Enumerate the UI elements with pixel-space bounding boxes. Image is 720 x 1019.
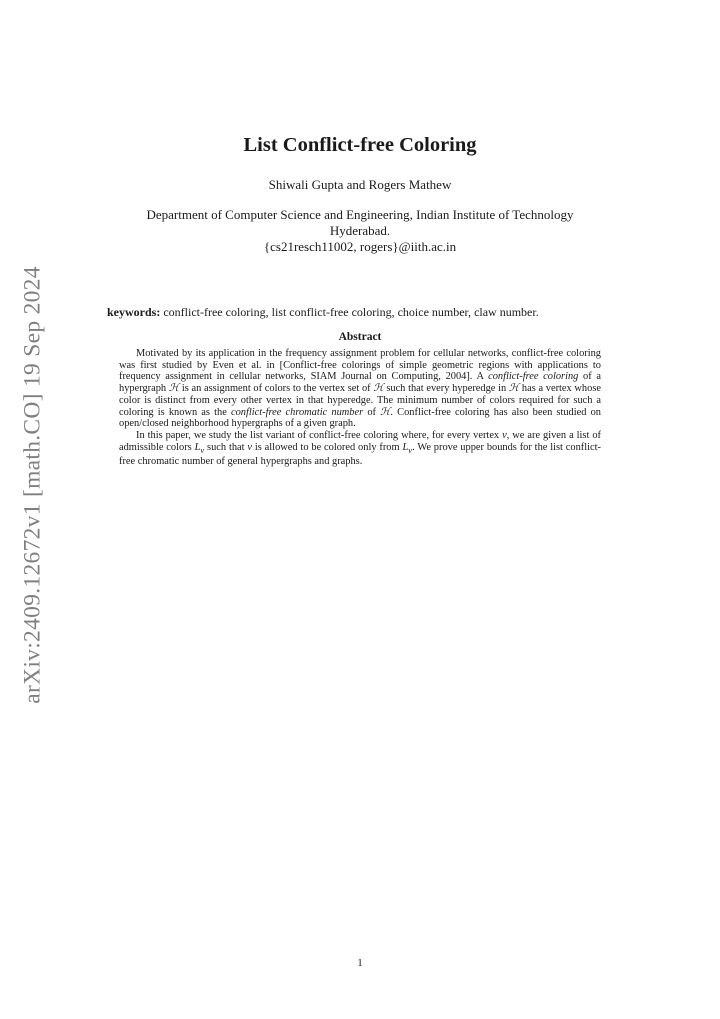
affiliation-block	[100, 207, 620, 255]
affiliation-department: Department of Computer Science and Engineering, Indian Institute of Technology	[146, 207, 574, 222]
math-vertex-v: v	[502, 429, 507, 441]
abstract-p1-text-c: of a hypergraph	[119, 371, 601, 395]
math-list-subscript: v	[408, 444, 413, 455]
abstract-body	[119, 348, 601, 468]
abstract-p1-text-a: Motivated by its application in the frequency assignment problem for cellular networks, conflict-free coloring was first studied by Even et al. in [Conflict-free colorings of simple geometric regions with applications to frequency assignment in cellular networks, SIAM Journal on Computing, 2004]. A	[119, 348, 601, 383]
keywords-text: conflict-free coloring, list conflict-free coloring, choice number, claw number.	[163, 305, 539, 319]
abstract-paragraph-1	[119, 348, 601, 430]
math-list-subscript: v	[200, 444, 205, 455]
abstract-p2-text-i: . We prove upper bounds for the list conflict-free chromatic number of general hypergraphs and graphs.	[119, 441, 601, 468]
abstract-p1-text-i: has a vertex whose color is distinct from every other vertex in that hyperedge. The minimum number of colors required for such a coloring is known as the	[119, 383, 601, 418]
page-number: 1	[357, 957, 363, 969]
abstract-p1-text-m: . Conflict-free coloring has also been studied on open/closed neighborhood hypergraphs of a given graph.	[119, 406, 601, 430]
abstract-heading: Abstract	[338, 331, 382, 343]
math-hypergraph-symbol: ℋ	[168, 383, 180, 395]
paper-title: List Conflict-free Coloring	[243, 134, 477, 156]
math-hypergraph-symbol: ℋ	[380, 406, 391, 418]
math-hypergraph-symbol: ℋ	[373, 383, 384, 395]
author-line: Shiwali Gupta and Rogers Mathew	[268, 177, 452, 192]
math-list-L: L	[402, 441, 409, 453]
abstract-p1-text-k: of	[363, 406, 381, 418]
term-conflict-free-coloring: conflict-free coloring	[488, 371, 579, 383]
arxiv-side-stamp: arXiv:2409.12672v1 [math.CO] 19 Sep 2024	[19, 266, 46, 704]
abstract-p2-text-e: such that	[204, 441, 248, 453]
math-hypergraph-symbol: ℋ	[508, 383, 520, 395]
abstract-p2-text-g: is allowed to be colored only from	[252, 441, 403, 453]
keywords-line	[107, 305, 627, 320]
abstract-p2-text-c: , we are given a list of admissible colors	[119, 429, 601, 453]
abstract-p1-text-e: is an assignment of colors to the vertex set of	[179, 383, 374, 395]
abstract-p2-text-a: In this paper, we study the list variant of conflict-free coloring where, for every vertex	[136, 429, 503, 441]
math-list-L: L	[194, 441, 201, 453]
term-conflict-free-chromatic-number: conflict-free chromatic number	[230, 406, 364, 418]
affiliation-location: Hyderabad.	[329, 223, 391, 238]
author-emails: {cs21resch11002, rogers}@iith.ac.in	[263, 239, 457, 254]
keywords-label: keywords:	[107, 305, 161, 319]
abstract-paragraph-2	[119, 430, 601, 468]
abstract-p1-text-g: such that every hyperedge in	[383, 383, 509, 395]
math-vertex-v: v	[247, 441, 253, 453]
